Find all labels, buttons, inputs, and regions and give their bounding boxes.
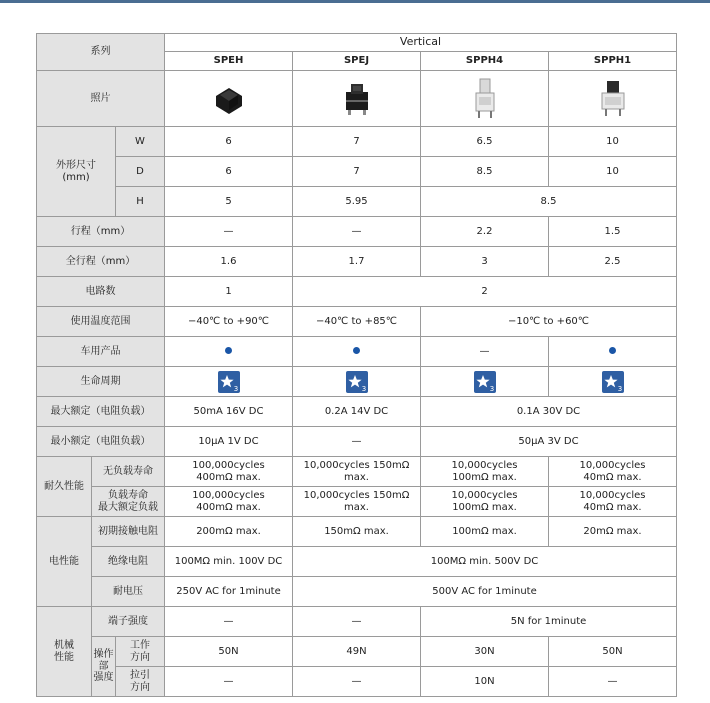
temp-row xyxy=(37,307,677,337)
dimensions-label: 外形尺寸 (mm) xyxy=(37,127,116,217)
dim-h-speh: 5 xyxy=(165,187,293,217)
load-life-speh: 100,000cycles 400mΩ max. xyxy=(165,487,293,517)
pull-spph4: 10N xyxy=(421,667,549,697)
operating-direction-label: 工作 方向 xyxy=(116,637,165,667)
circuits-label: 电路数 xyxy=(37,277,165,307)
load-life-spph1: 10,000cycles 40mΩ max. xyxy=(549,487,677,517)
operating-spph4: 30N xyxy=(421,637,549,667)
lifecycle-star-badge-icon xyxy=(602,371,624,393)
dim-h-spph: 8.5 xyxy=(421,187,677,217)
spph4-switch-image xyxy=(470,77,500,121)
no-load-life-spej: 10,000cycles 150mΩ max. xyxy=(293,457,421,487)
no-load-life-speh: 100,000cycles 400mΩ max. xyxy=(165,457,293,487)
photo-row xyxy=(37,71,677,127)
dim-d-label: D xyxy=(116,157,165,187)
dim-w-spej: 7 xyxy=(293,127,421,157)
model-spph1: SPPH1 xyxy=(549,52,677,71)
terminal-strength-spph: 5N for 1minute xyxy=(421,607,677,637)
terminal-strength-row xyxy=(37,607,677,637)
lifecycle-star-badge-icon xyxy=(346,371,368,393)
series-label: 系列 xyxy=(37,34,165,71)
min-rating-spej: — xyxy=(293,427,421,457)
lifecycle-star-badge-icon xyxy=(474,371,496,393)
dim-h-row xyxy=(37,187,677,217)
no-load-life-spph1: 10,000cycles 40mΩ max. xyxy=(549,457,677,487)
lifecycle-row xyxy=(37,367,677,397)
spph1-switch-image xyxy=(598,79,628,119)
min-rating-row xyxy=(37,427,677,457)
max-rating-speh: 50mA 16V DC xyxy=(165,397,293,427)
dim-h-label: H xyxy=(116,187,165,217)
badge-number: 3 xyxy=(617,384,622,393)
contact-resistance-spph1: 20mΩ max. xyxy=(549,517,677,547)
pull-spph1: — xyxy=(549,667,677,697)
terminal-strength-spej: — xyxy=(293,607,421,637)
insulation-row xyxy=(37,547,677,577)
temp-label: 使用温度范围 xyxy=(37,307,165,337)
load-life-label: 负载寿命 最大额定负载 xyxy=(92,487,165,517)
pull-direction-label: 拉引 方向 xyxy=(116,667,165,697)
badge-number: 3 xyxy=(489,384,494,393)
operating-speh: 50N xyxy=(165,637,293,667)
temp-spej: −40℃ to +85℃ xyxy=(293,307,421,337)
temp-speh: −40℃ to +90℃ xyxy=(165,307,293,337)
stroke-spph1: 1.5 xyxy=(549,217,677,247)
model-spej: SPEJ xyxy=(293,52,421,71)
circuits-row xyxy=(37,277,677,307)
dim-d-row xyxy=(37,157,677,187)
contact-resistance-spej: 150mΩ max. xyxy=(293,517,421,547)
automotive-spph4: — xyxy=(421,337,549,367)
header-row-group xyxy=(37,34,677,52)
full-stroke-spph4: 3 xyxy=(421,247,549,277)
dim-w-label: W xyxy=(116,127,165,157)
dim-d-spph1: 10 xyxy=(549,157,677,187)
full-stroke-spej: 1.7 xyxy=(293,247,421,277)
dim-d-spph4: 8.5 xyxy=(421,157,549,187)
no-load-life-spph4: 10,000cycles 100mΩ max. xyxy=(421,457,549,487)
dim-h-spej: 5.95 xyxy=(293,187,421,217)
circuits-others: 2 xyxy=(293,277,677,307)
automotive-dot-icon xyxy=(609,347,616,354)
withstand-speh: 250V AC for 1minute xyxy=(165,577,293,607)
dim-w-speh: 6 xyxy=(165,127,293,157)
contact-resistance-speh: 200mΩ max. xyxy=(165,517,293,547)
photo-spej xyxy=(293,71,421,127)
pull-direction-row xyxy=(37,667,677,697)
mechanical-label: 机械 性能 xyxy=(37,607,92,697)
max-rating-row xyxy=(37,397,677,427)
max-rating-spej: 0.2A 14V DC xyxy=(293,397,421,427)
insulation-label: 绝缘电阻 xyxy=(92,547,165,577)
automotive-dot-icon xyxy=(353,347,360,354)
load-life-spej: 10,000cycles 150mΩ max. xyxy=(293,487,421,517)
photo-spph4 xyxy=(421,71,549,127)
withstand-others: 500V AC for 1minute xyxy=(293,577,677,607)
spec-table xyxy=(36,33,677,697)
automotive-dot-icon xyxy=(225,347,232,354)
automotive-speh xyxy=(165,337,293,367)
vertical-group-header: Vertical xyxy=(165,34,677,52)
top-accent-bar xyxy=(0,0,710,3)
electrical-label: 电性能 xyxy=(37,517,92,607)
min-rating-label: 最小额定（电阻负载） xyxy=(37,427,165,457)
dim-w-spph4: 6.5 xyxy=(421,127,549,157)
operating-spph1: 50N xyxy=(549,637,677,667)
dim-w-spph1: 10 xyxy=(549,127,677,157)
contact-resistance-label: 初期接触电阻 xyxy=(92,517,165,547)
speh-switch-image xyxy=(212,82,246,116)
insulation-speh: 100MΩ min. 100V DC xyxy=(165,547,293,577)
model-spph4: SPPH4 xyxy=(421,52,549,71)
insulation-others: 100MΩ min. 500V DC xyxy=(293,547,677,577)
lifecycle-spph1 xyxy=(549,367,677,397)
max-rating-spph: 0.1A 30V DC xyxy=(421,397,677,427)
automotive-label: 车用产品 xyxy=(37,337,165,367)
photo-spph1 xyxy=(549,71,677,127)
dim-w-row xyxy=(37,127,677,157)
lifecycle-spej xyxy=(293,367,421,397)
dim-d-speh: 6 xyxy=(165,157,293,187)
automotive-spph1 xyxy=(549,337,677,367)
badge-number: 3 xyxy=(233,384,238,393)
full-stroke-label: 全行程（mm） xyxy=(37,247,165,277)
full-stroke-speh: 1.6 xyxy=(165,247,293,277)
terminal-strength-label: 端子强度 xyxy=(92,607,165,637)
lifecycle-label: 生命周期 xyxy=(37,367,165,397)
spej-switch-image xyxy=(340,80,374,118)
terminal-strength-speh: — xyxy=(165,607,293,637)
max-rating-label: 最大额定（电阻负载） xyxy=(37,397,165,427)
min-rating-speh: 10μA 1V DC xyxy=(165,427,293,457)
contact-resistance-row xyxy=(37,517,677,547)
stroke-label: 行程（mm） xyxy=(37,217,165,247)
lifecycle-speh xyxy=(165,367,293,397)
stroke-spph4: 2.2 xyxy=(421,217,549,247)
withstand-label: 耐电压 xyxy=(92,577,165,607)
circuits-speh: 1 xyxy=(165,277,293,307)
withstand-row xyxy=(37,577,677,607)
dim-d-spej: 7 xyxy=(293,157,421,187)
stroke-row xyxy=(37,217,677,247)
actuator-strength-label: 操作部 强度 xyxy=(92,637,116,697)
durability-label: 耐久性能 xyxy=(37,457,92,517)
no-load-life-row xyxy=(37,457,677,487)
no-load-life-label: 无负载寿命 xyxy=(92,457,165,487)
lifecycle-star-badge-icon xyxy=(218,371,240,393)
model-speh: SPEH xyxy=(165,52,293,71)
load-life-spph4: 10,000cycles 100mΩ max. xyxy=(421,487,549,517)
full-stroke-spph1: 2.5 xyxy=(549,247,677,277)
load-life-row xyxy=(37,487,677,517)
pull-speh: — xyxy=(165,667,293,697)
min-rating-spph: 50μA 3V DC xyxy=(421,427,677,457)
operating-direction-row xyxy=(37,637,677,667)
badge-number: 3 xyxy=(361,384,366,393)
automotive-spej xyxy=(293,337,421,367)
automotive-row xyxy=(37,337,677,367)
photo-speh xyxy=(165,71,293,127)
stroke-speh: — xyxy=(165,217,293,247)
stroke-spej: — xyxy=(293,217,421,247)
lifecycle-spph4 xyxy=(421,367,549,397)
temp-spph: −10℃ to +60℃ xyxy=(421,307,677,337)
operating-spej: 49N xyxy=(293,637,421,667)
photo-label: 照片 xyxy=(37,71,165,127)
contact-resistance-spph4: 100mΩ max. xyxy=(421,517,549,547)
full-stroke-row xyxy=(37,247,677,277)
pull-spej: — xyxy=(293,667,421,697)
